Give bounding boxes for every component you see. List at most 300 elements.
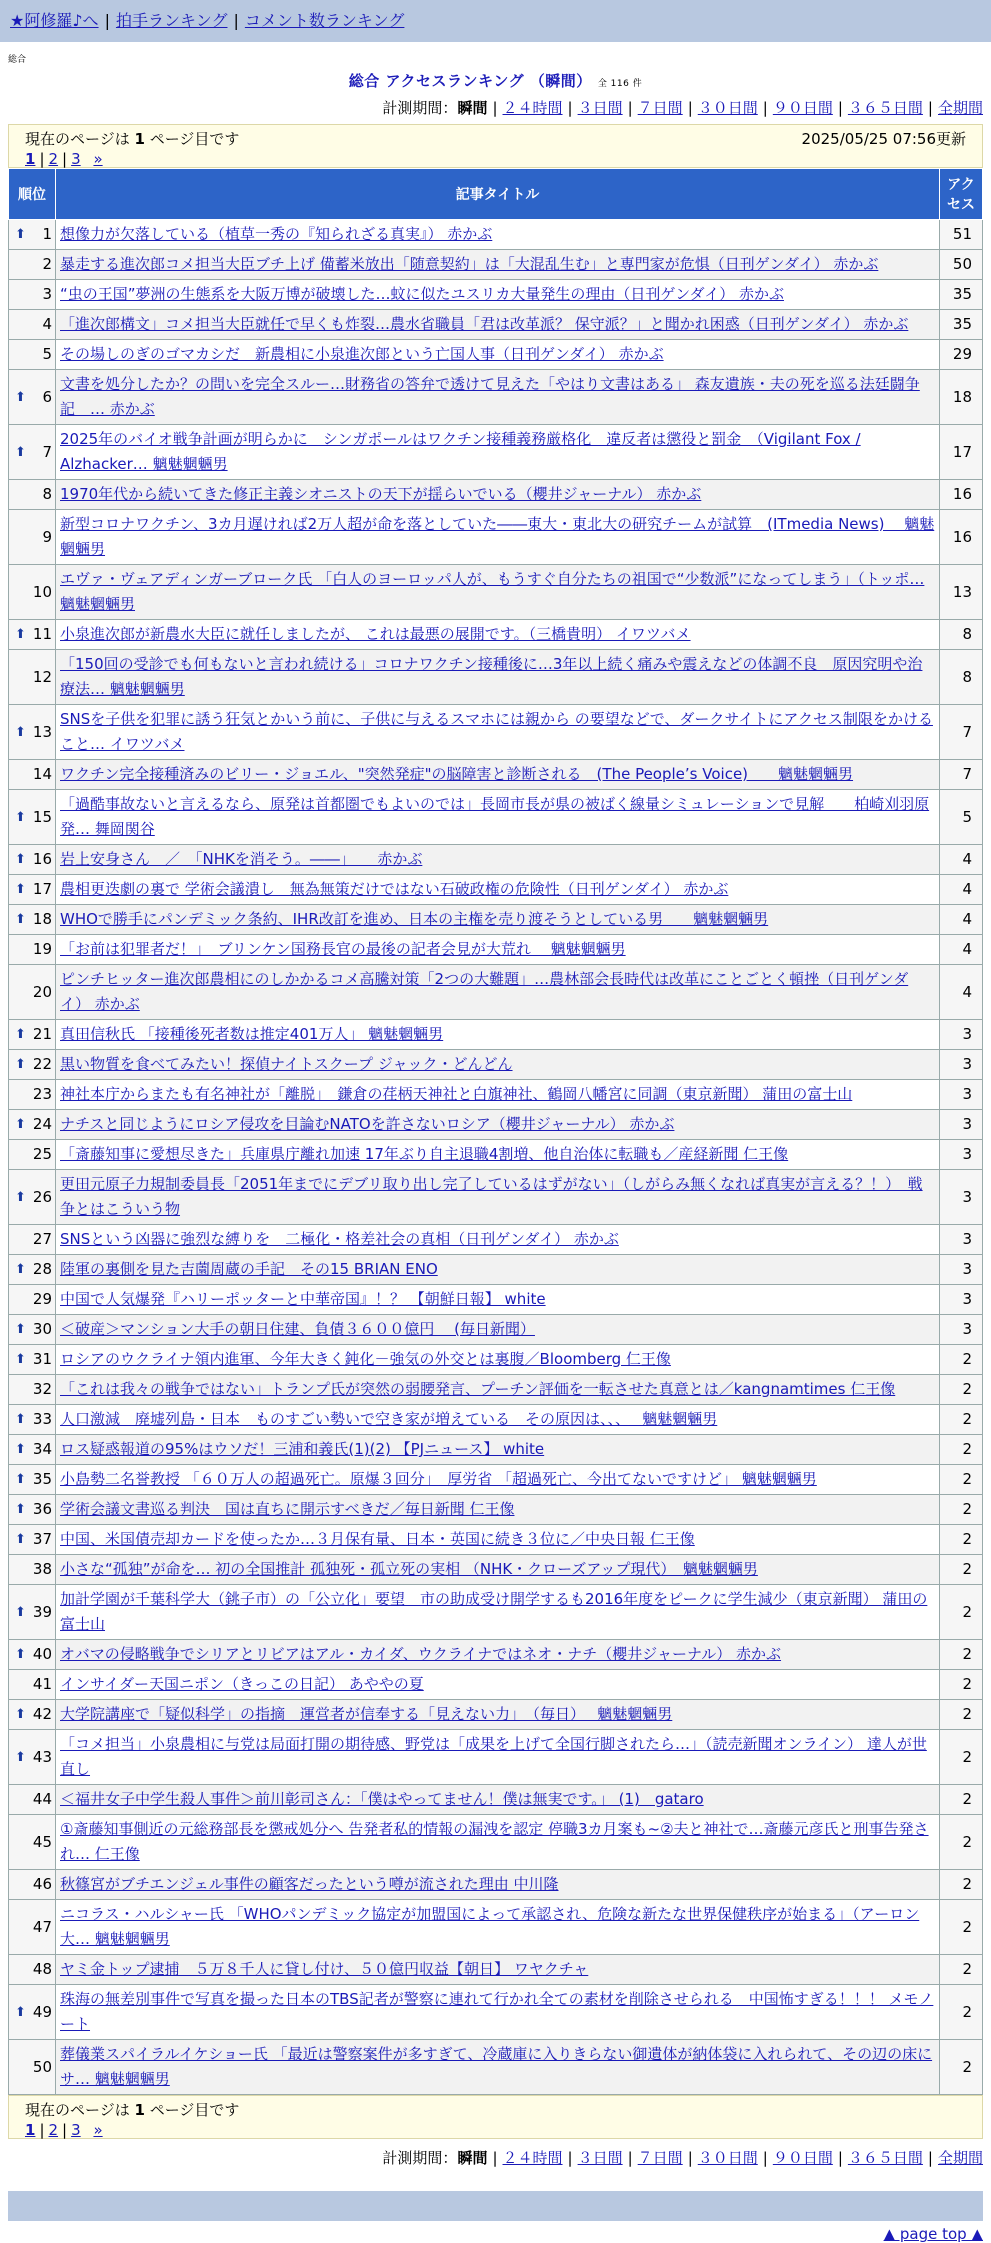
period-label: 計測期間： (382, 2149, 458, 2167)
period-link-5[interactable]: ３６５日間 (847, 2149, 923, 2167)
article-title-link[interactable]: その場しのぎのゴマカシだ 新農相に小泉進次郎という亡国人事（日刊ゲンダイ） 赤かぶ (60, 345, 664, 363)
title-cell (56, 905, 940, 935)
title-cell (56, 1050, 940, 1080)
period-link-6[interactable]: 全期間 (937, 2149, 983, 2167)
table-row (9, 1640, 983, 1670)
title-cell (56, 1345, 940, 1375)
rank-cell (9, 370, 56, 425)
table-row (9, 1700, 983, 1730)
article-title-link[interactable]: 1970年代から続いてきた修正主義シオニストの天下が揺らいでいる（櫻井ジャーナル） 赤かぶ (60, 485, 702, 503)
rank-number: 40 (32, 1645, 52, 1663)
article-title-link[interactable]: 秋篠宮がブチエンジェル事件の顧客だったという噂が流された理由 中川隆 (60, 1875, 559, 1893)
rank-cell (9, 1555, 56, 1585)
access-count: 2 (940, 1375, 983, 1405)
rank-cell (9, 2040, 56, 2095)
article-title-link[interactable]: ニコラス・ハルシャー氏 「WHOパンデミック協定が加盟国によって承認され、危険な新たな世界保健秩序が始まる」（アーロン大… 魑魅魍魎男 (60, 1905, 920, 1948)
period-link-2[interactable]: ７日間 (637, 99, 683, 117)
rank-up-arrow-icon: ⬆ (15, 1442, 26, 1457)
title-cell (56, 650, 940, 705)
rank-number: 13 (32, 722, 52, 741)
rank-number: 43 (32, 1747, 52, 1766)
rank-number: 14 (32, 765, 52, 783)
page-link-next[interactable]: » (93, 2121, 103, 2139)
rank-up-arrow-icon: ⬆ (15, 852, 26, 867)
title-cell (56, 1080, 940, 1110)
rank-number: 21 (32, 1025, 52, 1043)
table-row (9, 845, 983, 875)
rank-cell (9, 1170, 56, 1225)
article-title-link[interactable]: 陸軍の裏側を見た吉薗周蔵の手記 その15 BRIAN ENO (60, 1260, 438, 1278)
title-cell (56, 1435, 940, 1465)
title-cell (56, 510, 940, 565)
title-cell (56, 1730, 940, 1785)
rank-up-arrow-icon: ⬆ (15, 1352, 26, 1367)
pager-links: 1 | 2 | 3 » (25, 150, 103, 168)
rank-up-arrow-icon: ⬆ (15, 2004, 26, 2020)
rank-up-arrow-icon: ⬆ (15, 1322, 26, 1337)
rank-cell (9, 1640, 56, 1670)
title-cell (56, 1225, 940, 1255)
article-title-link[interactable]: エヴァ・ヴェアディンガーブローク氏 「白人のヨーロッパ人が、もうすぐ自分たちの祖国で“少数派”になってしまう」（トッポ… 魑魅魍魎男 (60, 570, 925, 613)
title-cell (56, 370, 940, 425)
access-count: 7 (940, 705, 983, 760)
table-row (9, 905, 983, 935)
table-row (9, 1140, 983, 1170)
article-title-link[interactable]: 加計学園が千葉科学大（銚子市）の「公立化」要望 市の助成受け開学するも2016年度をピークに学生減少（東京新聞） 蒲田の富士山 (60, 1590, 928, 1633)
article-title-link[interactable]: 「斎藤知事に愛想尽きた」兵庫県庁離れ加速 17年ぶり自主退職4割増、他自治体に転職も／産経新聞 仁王像 (60, 1145, 789, 1163)
title-cell (56, 1140, 940, 1170)
access-count: 3 (940, 1080, 983, 1110)
rank-number: 33 (32, 1410, 52, 1428)
title-cell (56, 760, 940, 790)
access-count: 4 (940, 845, 983, 875)
rank-number: 12 (32, 667, 52, 686)
rank-cell (9, 1080, 56, 1110)
access-count: 8 (940, 650, 983, 705)
table-row (9, 1375, 983, 1405)
rank-number: 30 (32, 1320, 52, 1338)
article-title-link[interactable]: 暴走する進次郎コメ担当大臣ブチ上げ 備蓄米放出「随意契約」は「大混乱生む」と専門家が危惧（日刊ゲンダイ） 赤かぶ (60, 255, 879, 273)
period-link-2[interactable]: ７日間 (637, 2149, 683, 2167)
page-top-link[interactable]: ▲ page top ▲ (883, 2225, 983, 2243)
title-cell (56, 1255, 940, 1285)
rank-up-arrow-icon: ⬆ (15, 1707, 26, 1722)
rank-cell (9, 650, 56, 705)
rank-cell (9, 1785, 56, 1815)
article-title-link[interactable]: ワクチン完全接種済みのビリー・ジョエル、"突然発症"の脳障害と診断される (The People’s Voice) 魑魅魍魎男 (60, 765, 854, 783)
table-row (9, 1785, 983, 1815)
period-label: 計測期間： (382, 99, 458, 117)
access-count: 7 (940, 760, 983, 790)
table-row (9, 1285, 983, 1315)
access-count: 50 (940, 250, 983, 280)
access-count: 2 (940, 1900, 983, 1955)
applause-ranking-link[interactable]: 拍手ランキング (115, 11, 228, 30)
title-cell (56, 1585, 940, 1640)
table-row (9, 1255, 983, 1285)
period-separator: | (627, 99, 633, 117)
access-count: 17 (940, 425, 983, 480)
article-title-link[interactable]: 文書を処分したか？の問いを完全スルー…財務省の答弁で透けて見えた「やはり文書はある」 森友遺族・夫の死を巡る法廷闘争記 … 赤かぶ (60, 375, 920, 418)
period-link-3[interactable]: ３０日間 (697, 99, 758, 117)
period-link-1[interactable]: ３日間 (577, 2149, 623, 2167)
article-title-link[interactable]: 「これは我々の戦争ではない」トランプ氏が突然の弱腰発言、プーチン評価を一転させた真意とは／kangnamtimes 仁王像 (60, 1380, 896, 1398)
title-cell (56, 1985, 940, 2040)
rank-cell (9, 1435, 56, 1465)
period-separator: | (492, 99, 498, 117)
access-count: 2 (940, 1985, 983, 2040)
title-cell (56, 1315, 940, 1345)
article-title-link[interactable]: 岩上安身さん ／ 「NHKを消そう。――」 赤かぶ (60, 850, 423, 868)
period-selector-bottom (0, 2139, 991, 2177)
access-count: 3 (940, 1315, 983, 1345)
rank-cell (9, 845, 56, 875)
rank-cell (9, 250, 56, 280)
table-row (9, 2040, 983, 2095)
title-cell (56, 1020, 940, 1050)
article-title-link[interactable]: 「お前は犯罪者だ！」 ブリンケン国務長官の最後の記者会見が大荒れ 魑魅魍魎男 (60, 940, 626, 958)
article-title-link[interactable]: 「150回の受診でも何もないと言われ続ける」コロナワクチン接種後に…3年以上続く痛みや震えなどの体調不良 原因究明や治療法… 魑魅魍魎男 (60, 655, 923, 698)
article-title-link[interactable]: 大学院講座で「疑似科学」の指摘 運営者が信奉する「見えない力」 （毎日） 魑魅魍魎男 (60, 1705, 673, 1723)
access-count: 2 (940, 1815, 983, 1870)
title-cell (56, 1495, 940, 1525)
table-row (9, 1170, 983, 1225)
rank-cell (9, 1670, 56, 1700)
table-row (9, 1435, 983, 1465)
rank-number: 34 (32, 1440, 52, 1458)
table-row (9, 1870, 983, 1900)
article-title-link[interactable]: インサイダー天国ニポン（きっこの日記） あややの夏 (60, 1675, 424, 1693)
rank-cell (9, 340, 56, 370)
access-count: 4 (940, 905, 983, 935)
table-row (9, 1020, 983, 1050)
rank-up-arrow-icon: ⬆ (15, 1647, 26, 1662)
article-title-link[interactable]: 小さな“孤独”が命を… 初の全国推計 孤独死・孤立死の実相 （NHK・クローズアップ現代） 魑魅魍魎男 (60, 1560, 758, 1578)
access-count: 4 (940, 935, 983, 965)
period-link-0[interactable]: ２４時間 (502, 2149, 563, 2167)
title-cell (56, 1815, 940, 1870)
article-title-link[interactable]: 真田信秋氏 「接種後死者数は推定401万人」 魑魅魍魎男 (60, 1025, 444, 1043)
access-count: 2 (940, 1345, 983, 1375)
nav-separator: | (104, 11, 110, 30)
rank-cell (9, 1050, 56, 1080)
page-link-next[interactable]: » (93, 150, 103, 168)
article-title-link[interactable]: ピンチヒッター進次郎農相にのしかかるコメ高騰対策「2つの大難題」…農林部会長時代は改革にことごとく頓挫（日刊ゲンダイ） 赤かぶ (60, 970, 909, 1013)
period-link-0[interactable]: ２４時間 (502, 99, 563, 117)
rank-up-arrow-icon: ⬆ (15, 1532, 26, 1547)
article-title-link[interactable]: ＜福井女子中学生殺人事件＞前川彰司さん：「僕はやってません！僕は無実です。」 (1) gataro (60, 1790, 704, 1808)
rank-number: 22 (32, 1055, 52, 1073)
rank-number: 7 (42, 442, 52, 461)
access-count: 3 (940, 1285, 983, 1315)
rank-number: 23 (32, 1085, 52, 1103)
rank-number: 31 (32, 1350, 52, 1368)
comment-ranking-link[interactable]: コメント数ランキング (244, 11, 405, 30)
rank-cell (9, 1140, 56, 1170)
access-count: 16 (940, 480, 983, 510)
period-separator: | (567, 2149, 573, 2167)
rank-number: 2 (42, 255, 52, 273)
table-row (9, 220, 983, 250)
rank-cell (9, 1315, 56, 1345)
period-separator: | (927, 99, 933, 117)
title-cell (56, 425, 940, 480)
access-count: 3 (940, 1110, 983, 1140)
article-title-link[interactable]: 「コメ担当」小泉農相に与党は局面打開の期待感、野党は「成果を上げて全国行脚されたら…」（読売新聞オンライン） 達人が世直し (60, 1735, 927, 1778)
rank-cell (9, 1465, 56, 1495)
total-count: 全 116 件 (597, 79, 643, 89)
page-link-2[interactable]: 2 (48, 150, 59, 168)
page-link-3[interactable]: 3 (71, 150, 81, 168)
rank-cell (9, 1815, 56, 1870)
current-page-text: 現在のページは 1 ページ目です (25, 2101, 240, 2119)
access-count: 2 (940, 1670, 983, 1700)
rank-number: 36 (32, 1500, 52, 1518)
rank-cell (9, 1730, 56, 1785)
rank-number: 15 (32, 807, 52, 826)
access-count: 2 (940, 1405, 983, 1435)
access-count: 2 (940, 1955, 983, 1985)
article-title-link[interactable]: ロス疑惑報道の95%はウソだ！三浦和義氏(1)(2) 【PJニュース】 white (60, 1440, 545, 1458)
access-count: 2 (940, 1555, 983, 1585)
article-title-link[interactable]: ①斎藤知事側近の元総務部長を懲戒処分へ 告発者私的情報の漏洩を認定 停職3カ月案も~②夫と神社で…斎藤元彦氏と刑事告発され… 仁王像 (60, 1820, 929, 1863)
access-count: 18 (940, 370, 983, 425)
title-cell (56, 565, 940, 620)
article-title-link[interactable]: 珠海の無差別事件で写真を撮った日本のTBS記者が警察に連れて行かれ全ての素材を削除させられる 中国怖すぎる！！！ メモノート (60, 1990, 934, 2033)
rank-number: 42 (32, 1705, 52, 1723)
rank-cell (9, 425, 56, 480)
article-title-link[interactable]: 想像力が欠落している（植草一秀の『知られざる真実』） 赤かぶ (60, 225, 493, 243)
table-row (9, 1080, 983, 1110)
table-row (9, 1525, 983, 1555)
article-title-link[interactable]: SNSという凶器に強烈な縛りを 二極化・格差社会の真相（日刊ゲンダイ） 赤かぶ (60, 1230, 619, 1248)
title-cell (56, 1700, 940, 1730)
rank-cell (9, 965, 56, 1020)
title-cell (56, 310, 940, 340)
access-count: 5 (940, 790, 983, 845)
title-cell (56, 1900, 940, 1955)
title-cell (56, 480, 940, 510)
table-row (9, 1555, 983, 1585)
article-title-link[interactable]: 小泉進次郎が新農水大臣に就任しましたが、 これは最悪の展開です。（三橋貴明） イワツバメ (60, 625, 691, 643)
article-title-link[interactable]: WHOで勝手にパンデミック条約、IHR改訂を進め、日本の主権を売り渡そうとしている男 魑魅魍魎男 (60, 910, 769, 928)
period-separator: | (627, 2149, 633, 2167)
rank-cell (9, 1255, 56, 1285)
page-title-text: 総合 アクセスランキング （瞬間） (348, 72, 592, 90)
rank-cell (9, 1955, 56, 1985)
table-row (9, 1985, 983, 2040)
access-count: 2 (940, 1640, 983, 1670)
table-row (9, 935, 983, 965)
period-link-4[interactable]: ９０日間 (772, 2149, 833, 2167)
title-cell (56, 1405, 940, 1435)
title-cell (56, 1110, 940, 1140)
article-title-link[interactable]: ＜破産＞マンション大手の朝日住建、負債３６００億円 (毎日新聞） (60, 1320, 535, 1338)
table-row (9, 705, 983, 760)
table-row (9, 310, 983, 340)
nav-separator: | (233, 11, 239, 30)
table-row (9, 760, 983, 790)
table-row (9, 1670, 983, 1700)
rank-up-arrow-icon: ⬆ (15, 1472, 26, 1487)
rank-up-arrow-icon: ⬆ (15, 912, 26, 927)
rank-cell (9, 480, 56, 510)
rank-cell (9, 1405, 56, 1435)
rank-number: 19 (32, 940, 52, 958)
title-cell (56, 1640, 940, 1670)
rank-up-arrow-icon: ⬆ (15, 1604, 26, 1620)
period-link-6[interactable]: 全期間 (937, 99, 983, 117)
access-count: 29 (940, 340, 983, 370)
rank-number: 3 (42, 285, 52, 303)
table-row (9, 280, 983, 310)
article-title-link[interactable]: ヤミ金トップ逮捕 ５万８千人に貸し付け、５０億円収益【朝日】 ワヤクチャ (60, 1960, 589, 1978)
period-separator: | (687, 2149, 693, 2167)
title-cell (56, 1870, 940, 1900)
rank-cell (9, 510, 56, 565)
article-title-link[interactable]: “虫の王国”夢洲の生態系を大阪万博が破壊した…蚊に似たユスリカ大量発生の理由（日刊ゲンダイ） 赤かぶ (60, 285, 784, 303)
pager-top (8, 124, 983, 168)
home-link[interactable]: ★阿修羅♪へ (10, 11, 99, 30)
rank-number: 10 (32, 582, 52, 601)
article-title-link[interactable]: 人口激減 廃墟列島・日本 ものすごい勢いで空き家が増えている その原因は、、、 魑魅魍魎男 (60, 1410, 718, 1428)
article-title-link[interactable]: 中国、米国債売却カードを使ったか…３月保有量、日本・英国に続き３位に／中央日報 仁王像 (60, 1530, 695, 1548)
title-cell (56, 340, 940, 370)
title-cell (56, 220, 940, 250)
rank-number: 25 (32, 1145, 52, 1163)
rank-cell (9, 790, 56, 845)
period-link-5[interactable]: ３６５日間 (847, 99, 923, 117)
rank-number: 49 (32, 2002, 52, 2021)
article-title-link[interactable]: オバマの侵略戦争でシリアとリビアはアル・カイダ、ウクライナではネオ・ナチ（櫻井ジャーナル） 赤かぶ (60, 1645, 782, 1663)
article-title-link[interactable]: 2025年のバイオ戦争計画が明らかに シンガポールはワクチン接種義務厳格化 違反者は懲役と罰金 （Vigilant Fox / Alzhacker… 魑魅魍魎男 (60, 430, 861, 473)
table-row (9, 1345, 983, 1375)
rank-cell (9, 565, 56, 620)
article-title-link[interactable]: 更田元原子力規制委員長「2051年までにデブリ取り出し完了しているはずがない」（しがらみ無くなれば真実が言える？！） 戦争とはこういう物 (60, 1175, 923, 1218)
rank-up-arrow-icon: ⬆ (15, 1502, 26, 1517)
access-count: 2 (940, 2040, 983, 2095)
rank-cell (9, 875, 56, 905)
article-title-link[interactable]: 新型コロナワクチン、3カ月遅ければ2万人超が命を落としていた――東大・東北大の研究チームが試算 (ITmedia News) 魑魅魍魎男 (60, 515, 935, 558)
title-cell (56, 845, 940, 875)
rank-number: 37 (32, 1530, 52, 1548)
ranking-table (8, 168, 983, 2095)
rank-number: 1 (42, 225, 52, 243)
access-count: 3 (940, 1140, 983, 1170)
period-separator: | (567, 99, 573, 117)
rank-number: 24 (32, 1115, 52, 1133)
page-link-2[interactable]: 2 (48, 2121, 59, 2139)
article-title-link[interactable]: 「過酷事故ないと言えるなら、原発は首都圏でもよいのでは」長岡市長が県の被ばく線量シミュレーションで見解 柏崎刈羽原発… 舞岡関谷 (60, 795, 930, 838)
rank-number: 5 (42, 345, 52, 363)
access-count: 2 (940, 1465, 983, 1495)
title-cell (56, 1465, 940, 1495)
page-link-current[interactable]: 1 (25, 2121, 36, 2139)
table-row (9, 1050, 983, 1080)
access-count: 35 (940, 280, 983, 310)
page-link-3[interactable]: 3 (71, 2121, 81, 2139)
rank-number: 46 (32, 1875, 52, 1893)
rank-cell (9, 935, 56, 965)
table-row (9, 250, 983, 280)
title-cell (56, 1285, 940, 1315)
table-row (9, 425, 983, 480)
rank-up-arrow-icon: ⬆ (15, 1057, 26, 1072)
rank-up-arrow-icon: ⬆ (15, 809, 26, 825)
access-count: 2 (940, 1435, 983, 1465)
table-row (9, 340, 983, 370)
page-link-current[interactable]: 1 (25, 150, 36, 168)
article-title-link[interactable]: 小島勢二名誉教授 「６０万人の超過死亡。原爆３回分」 厚労省 「超過死亡、今出てないですけど」 魑魅魍魎男 (60, 1470, 817, 1488)
rank-cell (9, 705, 56, 760)
title-cell (56, 1955, 940, 1985)
table-row (9, 1495, 983, 1525)
current-page-text: 現在のページは 1 ページ目です (25, 130, 240, 148)
rank-up-arrow-icon: ⬆ (15, 1027, 26, 1042)
rank-cell (9, 310, 56, 340)
col-header-access: アクセス (940, 169, 983, 220)
rank-number: 6 (42, 387, 52, 406)
rank-number: 32 (32, 1380, 52, 1398)
table-row (9, 510, 983, 565)
title-cell (56, 280, 940, 310)
rank-number: 27 (32, 1230, 52, 1248)
title-cell (56, 1375, 940, 1405)
rank-number: 50 (32, 2057, 52, 2076)
rank-cell (9, 1985, 56, 2040)
article-title-link[interactable]: 黒い物質を食べてみたい！探偵ナイトスクープ ジャック・どんどん (60, 1055, 513, 1073)
article-title-link[interactable]: ナチスと同じようにロシア侵攻を目論むNATOを許さないロシア（櫻井ジャーナル） 赤かぶ (60, 1115, 675, 1133)
period-separator: | (492, 2149, 498, 2167)
period-link-4[interactable]: ９０日間 (772, 99, 833, 117)
rank-up-arrow-icon: ⬆ (15, 389, 26, 405)
rank-number: 29 (32, 1290, 52, 1308)
access-count: 4 (940, 875, 983, 905)
article-title-link[interactable]: 農相更迭劇の裏で 学術会議潰し 無為無策だけではない石破政権の危険性（日刊ゲンダイ） 赤かぶ (60, 880, 729, 898)
period-link-1[interactable]: ３日間 (577, 99, 623, 117)
article-title-link[interactable]: SNSを子供を犯罪に誘う狂気とかいう前に、子供に与えるスマホには親から の要望などで、ダークサイトにアクセス制限をかけること… イワツバメ (60, 710, 933, 753)
article-title-link[interactable]: 神社本庁からまたも有名神社が「離脱」 鎌倉の荏柄天神社と白旗神社、鶴岡八幡宮に同調（東京新聞） 蒲田の富士山 (60, 1085, 853, 1103)
rank-cell (9, 1375, 56, 1405)
access-count: 2 (940, 1785, 983, 1815)
rank-cell (9, 1870, 56, 1900)
access-count: 51 (940, 220, 983, 250)
article-title-link[interactable]: 「進次郎構文」コメ担当大臣就任で早くも炸裂…農水省職員「君は改革派？ 保守派？」と聞かれ困惑（日刊ゲンダイ） 赤かぶ (60, 315, 909, 333)
article-title-link[interactable]: 学術会議文書巡る判決 国は直ちに開示すべきだ／毎日新聞 仁王像 (60, 1500, 515, 1518)
table-row (9, 790, 983, 845)
rank-up-arrow-icon: ⬆ (15, 627, 26, 642)
title-cell (56, 1670, 940, 1700)
table-row (9, 965, 983, 1020)
title-cell (56, 250, 940, 280)
rank-cell (9, 1900, 56, 1955)
title-cell (56, 705, 940, 760)
article-title-link[interactable]: 中国で人気爆発『ハリーポッターと中華帝国』！？ 【朝鮮日報】 white (60, 1290, 546, 1308)
article-title-link[interactable]: 葬儀業スパイラルイケショー氏 「最近は警察案件が多すぎて、冷蔵庫に入りきらない御遺体が納体袋に入れられて、その辺の床にサ… 魑魅魍魎男 (60, 2045, 933, 2088)
period-link-3[interactable]: ３０日間 (697, 2149, 758, 2167)
table-row (9, 1225, 983, 1255)
article-title-link[interactable]: ロシアのウクライナ領内進軍、今年大きく鈍化－強気の外交とは裏腹／Bloomberg 仁王像 (60, 1350, 671, 1368)
title-cell (56, 1525, 940, 1555)
rank-cell (9, 220, 56, 250)
table-row (9, 1110, 983, 1140)
access-count: 3 (940, 1020, 983, 1050)
table-row (9, 1730, 983, 1785)
table-header (9, 169, 983, 220)
period-current: 瞬間 (457, 99, 488, 117)
rank-cell (9, 905, 56, 935)
access-count: 2 (940, 1730, 983, 1785)
